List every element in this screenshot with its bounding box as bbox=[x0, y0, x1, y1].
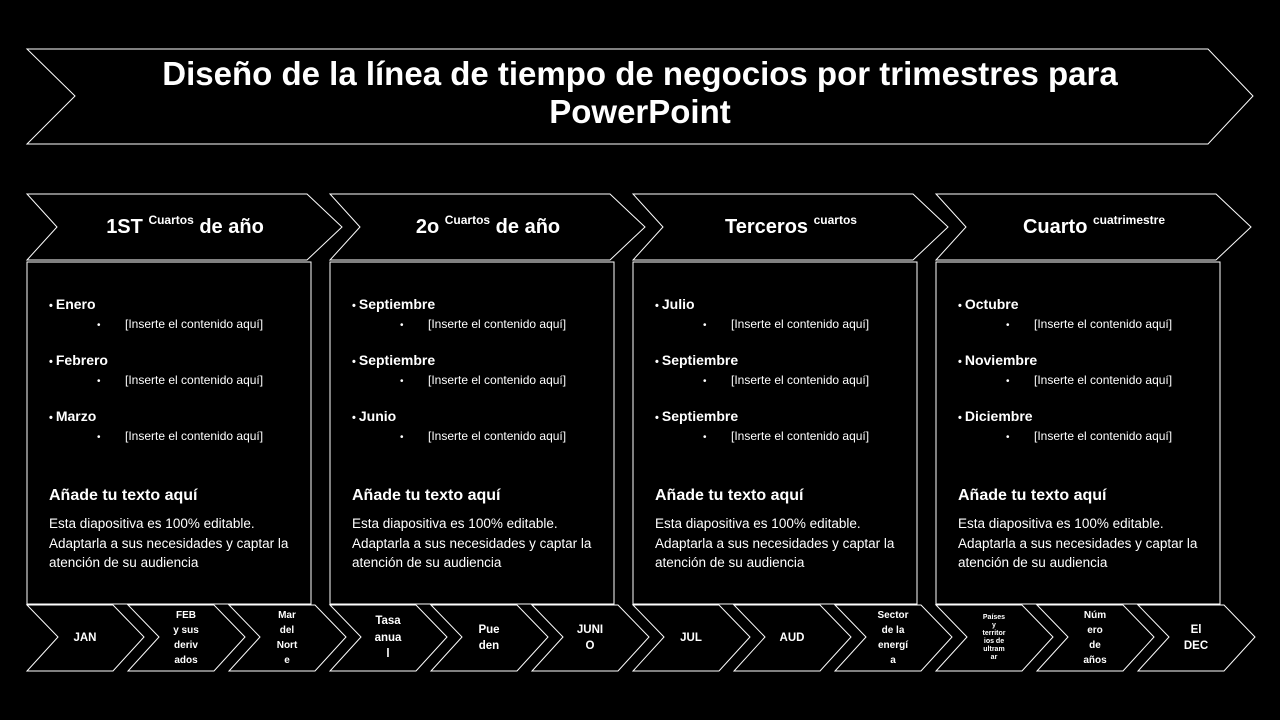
quarter-title-main: Terceros bbox=[725, 216, 809, 238]
chevron-label-line: a bbox=[890, 655, 896, 666]
quarter-content bbox=[330, 262, 613, 604]
chevron-label-line: O bbox=[585, 640, 595, 652]
placeholder-text: [Inserte el contenido aquí] bbox=[1034, 429, 1173, 443]
month-label: Julio bbox=[661, 296, 695, 312]
month-bullet bbox=[352, 296, 435, 312]
chevron-label bbox=[661, 606, 721, 670]
chevron-label-line: Países bbox=[982, 614, 1006, 621]
content-placeholder bbox=[97, 373, 263, 387]
section-description: Esta diapositiva es 100% editable. Adaptarla a sus necesidades y captar la atención de su audiencia bbox=[958, 516, 1198, 570]
quarter-content bbox=[633, 262, 916, 604]
quarter-title bbox=[45, 210, 325, 244]
quarter-title-sup: cuatrimestre bbox=[1092, 213, 1166, 227]
bullet-icon: • bbox=[400, 376, 404, 387]
chevron-label-line: Pue bbox=[478, 623, 500, 636]
month-bullet bbox=[49, 296, 96, 312]
content-placeholder bbox=[1006, 429, 1172, 443]
placeholder-text: [Inserte el contenido aquí] bbox=[1034, 317, 1173, 331]
month-label: Febrero bbox=[55, 352, 108, 368]
bullet-icon: • bbox=[97, 376, 101, 387]
chevron-label bbox=[1065, 606, 1125, 670]
quarter-title bbox=[954, 210, 1234, 244]
chevron-label bbox=[964, 606, 1024, 670]
chevron-label-line: ados bbox=[174, 655, 198, 666]
bullet-icon: • bbox=[1006, 320, 1010, 331]
section-heading: Añade tu texto aquí bbox=[655, 487, 804, 504]
bullet-icon: • bbox=[97, 432, 101, 443]
chevron-label bbox=[1166, 606, 1226, 670]
placeholder-text: [Inserte el contenido aquí] bbox=[1034, 373, 1173, 387]
chevron-label-line: e bbox=[284, 655, 290, 666]
chevron-label-line: de la bbox=[881, 625, 905, 636]
month-bullet bbox=[958, 296, 1019, 312]
section-description: Esta diapositiva es 100% editable. Adaptarla a sus necesidades y captar la atención de su audiencia bbox=[655, 516, 895, 570]
chevron-label-line: ultram bbox=[983, 646, 1005, 653]
chevron-label-line: l bbox=[386, 648, 390, 661]
chevron-label-line: deriv bbox=[174, 640, 198, 651]
content-placeholder bbox=[1006, 317, 1172, 331]
month-label: Septiembre bbox=[661, 408, 739, 424]
section-description: Esta diapositiva es 100% editable. Adaptarla a sus necesidades y captar la atención de su audiencia bbox=[352, 516, 592, 570]
quarter-title bbox=[348, 210, 628, 244]
chevron-label-line: JUL bbox=[680, 631, 702, 644]
quarter-title-main: Cuarto bbox=[1022, 216, 1088, 238]
chevron-label bbox=[156, 606, 216, 670]
chevron-label-line: Nort bbox=[276, 640, 298, 651]
page-title: Diseño de la línea de tiempo de negocios por trimestres para PowerPoint bbox=[162, 55, 1118, 130]
bullet-icon: • bbox=[703, 320, 707, 331]
month-label: Diciembre bbox=[964, 408, 1033, 424]
bullet-icon: • bbox=[703, 432, 707, 443]
chevron-label-line: de bbox=[1089, 640, 1101, 651]
chevron-label-line: den bbox=[478, 640, 500, 652]
bullet-icon: • bbox=[1006, 432, 1010, 443]
month-label: Marzo bbox=[55, 408, 97, 424]
chevron-label-line: y bbox=[992, 622, 996, 629]
quarter-title-sup: Cuartos bbox=[444, 213, 491, 227]
placeholder-text: [Inserte el contenido aquí] bbox=[731, 373, 870, 387]
section-heading: Añade tu texto aquí bbox=[352, 487, 501, 504]
month-label: Septiembre bbox=[661, 352, 739, 368]
quarter-title-sup: Cuartos bbox=[148, 213, 194, 227]
chevron-label bbox=[55, 606, 115, 670]
chevron-label-line: El bbox=[1190, 623, 1202, 636]
placeholder-text: [Inserte el contenido aquí] bbox=[428, 429, 567, 443]
section-description: Esta diapositiva es 100% editable. Adaptarla a sus necesidades y captar la atención de su audiencia bbox=[49, 516, 289, 570]
placeholder-text: [Inserte el contenido aquí] bbox=[125, 429, 264, 443]
quarter-content bbox=[936, 262, 1219, 604]
placeholder-text: [Inserte el contenido aquí] bbox=[125, 373, 264, 387]
quarter-title-main: 2o bbox=[415, 216, 440, 238]
chevron-label-line: FEB bbox=[175, 610, 196, 621]
bullet-icon: • bbox=[400, 432, 404, 443]
month-label: Septiembre bbox=[358, 352, 436, 368]
quarter-title-suffix: de año bbox=[199, 216, 264, 238]
chevron-label-line: energí bbox=[877, 640, 908, 651]
content-placeholder bbox=[703, 373, 869, 387]
chevron-label bbox=[762, 606, 822, 670]
chevron-label bbox=[459, 606, 519, 670]
bullet-icon: • bbox=[703, 376, 707, 387]
quarter-content bbox=[27, 262, 310, 604]
month-bullet bbox=[655, 296, 695, 312]
chevron-label-line: Mar bbox=[278, 610, 296, 621]
bullet-icon: • bbox=[97, 320, 101, 331]
month-label: Noviembre bbox=[964, 352, 1038, 368]
quarter-title-main: 1ST bbox=[106, 216, 143, 238]
chevron-label-line: ios de bbox=[983, 638, 1005, 645]
month-bullet bbox=[352, 352, 435, 368]
chevron-label-line: JAN bbox=[73, 631, 97, 644]
chevron-label bbox=[358, 606, 418, 670]
section-heading: Añade tu texto aquí bbox=[958, 487, 1107, 504]
month-bullet bbox=[958, 408, 1033, 424]
content-placeholder bbox=[1006, 373, 1172, 387]
chevron-label-line: territor bbox=[982, 630, 1006, 637]
month-bullet bbox=[49, 408, 96, 424]
chevron-label-line: Núm bbox=[1083, 610, 1107, 621]
placeholder-text: [Inserte el contenido aquí] bbox=[125, 317, 264, 331]
content-placeholder bbox=[400, 429, 566, 443]
month-label: Octubre bbox=[964, 296, 1019, 312]
bullet-icon: • bbox=[400, 320, 404, 331]
placeholder-text: [Inserte el contenido aquí] bbox=[731, 429, 870, 443]
content-placeholder bbox=[400, 373, 566, 387]
month-bullet bbox=[352, 408, 396, 424]
chevron-label-line: ero bbox=[1087, 625, 1103, 636]
chevron-label bbox=[863, 606, 923, 670]
chevron-label bbox=[560, 606, 620, 670]
content-placeholder bbox=[703, 429, 869, 443]
chevron-label-line: JUNI bbox=[576, 623, 604, 636]
chevron-label-line: AUD bbox=[779, 631, 805, 644]
placeholder-text: [Inserte el contenido aquí] bbox=[428, 373, 567, 387]
chevron-label-line: Sector bbox=[877, 610, 909, 621]
month-bullet bbox=[655, 408, 738, 424]
month-label: Septiembre bbox=[358, 296, 436, 312]
placeholder-text: [Inserte el contenido aquí] bbox=[428, 317, 567, 331]
quarter-title-sup: cuartos bbox=[813, 213, 857, 227]
content-placeholder bbox=[703, 317, 869, 331]
month-bullet bbox=[49, 352, 108, 368]
content-placeholder bbox=[97, 317, 263, 331]
month-bullet bbox=[655, 352, 738, 368]
chevron-label-line: y sus bbox=[173, 625, 199, 636]
chevron-label-line: anua bbox=[374, 631, 402, 644]
chevron-label-line: años bbox=[1083, 655, 1107, 666]
month-label: Junio bbox=[358, 408, 397, 424]
content-placeholder bbox=[97, 429, 263, 443]
chevron-label-line: del bbox=[279, 625, 295, 636]
quarter-title-suffix: de año bbox=[495, 216, 561, 238]
bullet-icon: • bbox=[1006, 376, 1010, 387]
chevron-label-line: DEC bbox=[1183, 640, 1209, 652]
chevron-label-line: Tasa bbox=[375, 615, 401, 628]
quarter-title bbox=[651, 210, 931, 244]
chevron-label bbox=[257, 606, 317, 670]
content-placeholder bbox=[400, 317, 566, 331]
chevron-label-line: ar bbox=[990, 654, 998, 661]
month-label: Enero bbox=[55, 296, 96, 312]
placeholder-text: [Inserte el contenido aquí] bbox=[731, 317, 870, 331]
month-bullet bbox=[958, 352, 1037, 368]
section-heading: Añade tu texto aquí bbox=[49, 487, 198, 504]
